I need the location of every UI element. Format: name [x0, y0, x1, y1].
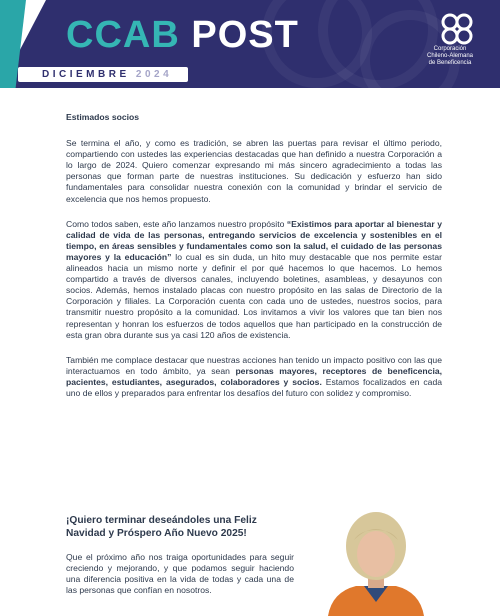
stakeholder-list: personas mayores, receptores de beneficencia, pacientes, estudiantes, asegurados, colaboradores y socios. — [66, 365, 442, 387]
letter-paragraph — [66, 355, 442, 399]
paragraph-text: Como todos saben, este año lanzamos nuestro propósito — [66, 218, 287, 229]
letter-body — [66, 112, 442, 413]
letter-paragraph — [66, 219, 442, 341]
newsletter-header — [0, 0, 500, 88]
paragraph-text: lo cual es sin duda, un hito muy destacable que nos permite estar alineados hacia un mismo norte y definir el por qué hacemos lo que hacemos. Lo hemos compartido a través de diversos canales, incluyendo boletines, asambleas, y desayunos con socios. Además, hemos instalado placas con nuestro propósito en las salas de Directorio de la Corporación y filiales. La Corporación cuenta con cada uno de ustedes, nuestros socios, para transmitir nuestro propósito a la comunidad. Los invitamos a vivir los valores que tan bien nos representan y honran los esfuerzos de todos aquellos que han participado en la construcción de esta gran obra durante sus ya casi 120 años de existencia. — [66, 251, 442, 340]
letter-greeting: Estimados socios — [66, 112, 140, 122]
paragraph-text: También me complace destacar que nuestras acciones han tenido un impacto positivo con las que interactuamos en todo ámbito, ya sean — [66, 354, 442, 376]
newsletter-title — [66, 14, 299, 56]
corporation-logo-icon — [437, 10, 477, 50]
edition-year: 2024 — [135, 69, 173, 80]
closing-paragraph: Que el próximo año nos traiga oportunidades para seguir creciendo y mejorando, y que podamos seguir haciendo una diferencia positiva en la vida de todas y cada una de las personas que confían en nosotros. — [66, 552, 294, 596]
letter-paragraph: Se termina el año, y como es tradición, se abren las puertas para revisar el último periodo, compartiendo con ustedes las experiencias destacadas que han definido a nuestra Corporación a lo largo de 2024. Quiero comenzar expresando mi más sincero agradecimiento a todas las personas que forman parte de nuestras instituciones. Su dedicación y esfuerzo han sido fundamentales para consolidar nuestra conexión con la comunidad y brindar el servicio de excelencia que nos hemos propuesto. — [66, 138, 442, 204]
paragraph-text: Estamos focalizados en cada uno de ellos y preparados para enfrentar los desafíos del futuro con solidez y compromiso. — [66, 376, 442, 398]
org-line: Corporación — [433, 46, 467, 52]
title-part-2: POST — [191, 14, 299, 56]
title-part-1: CCAB — [66, 14, 180, 56]
organization-name — [400, 46, 500, 67]
org-line: de Beneficencia — [428, 60, 472, 66]
edition-month: DICIEMBRE — [42, 69, 130, 80]
holiday-wish: ¡Quiero terminar deseándoles una Feliz Navidad y Próspero Año Nuevo 2025! — [66, 515, 257, 539]
author-photo — [308, 500, 444, 616]
edition-date — [42, 69, 172, 81]
org-line: Chileno-Alemana — [426, 53, 474, 59]
purpose-statement: “Existimos para aportar al bienestar y calidad de vida de las personas, entregando servicios de excelencia y sostenibles en el tiempo, en áreas sensibles y fundamentales como son la salud, el cuidado de las personas mayores y la educación” — [66, 218, 442, 262]
